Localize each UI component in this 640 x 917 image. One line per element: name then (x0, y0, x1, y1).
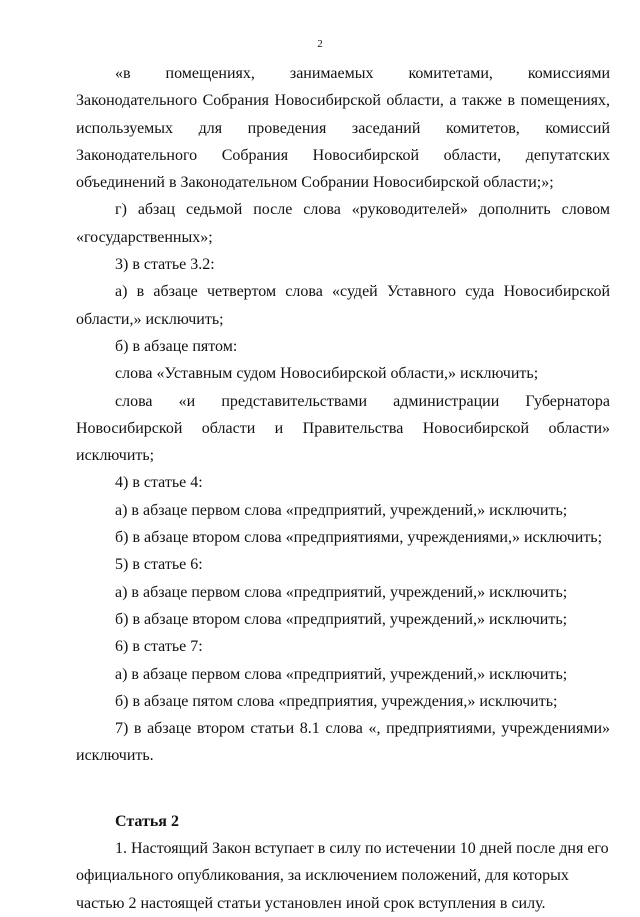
article-heading: Статья 2 (115, 812, 179, 830)
section-spacer (76, 770, 610, 808)
paragraph: а) в абзаце первом слова «предприятий, учреждений,» исключить; (115, 665, 568, 683)
paragraph: г) абзац седьмой после слова «руководителей» дополнить словом «государственных»; (76, 201, 610, 246)
paragraph: б) в абзаце пятом: (115, 337, 238, 355)
page-number: 2 (317, 38, 323, 50)
paragraph: 7) в абзаце втором статьи 8.1 слова «, предприятиями, учреждениями» исключить. (76, 720, 610, 765)
article-paragraph: 1. Настоящий Закон вступает в силу по истечении 10 дней после дня его официального опубликования, за исключением положений, для которых частью 2 настоящей статьи установлен иной срок вступления в силу. (76, 840, 609, 912)
paragraph: б) в абзаце пятом слова «предприятия, учреждения,» исключить; (115, 692, 558, 710)
paragraph: 4) в статье 4: (115, 474, 203, 492)
paragraph: слова «и представительствами администрации Губернатора Новосибирской области и Правительства Новосибирской области» исключить; (76, 392, 610, 465)
paragraph: а) в абзаце первом слова «предприятий, учреждений,» исключить; (115, 583, 568, 601)
paragraph: а) в абзаце первом слова «предприятий, учреждений,» исключить; (115, 501, 568, 519)
paragraph: б) в абзаце втором слова «предприятий, учреждений,» исключить; (115, 610, 568, 628)
paragraph: 6) в статье 7: (115, 638, 203, 656)
paragraph: слова «Уставным судом Новосибирской области,» исключить; (115, 365, 539, 383)
paragraph: 5) в статье 6: (115, 556, 203, 574)
paragraph: а) в абзаце четвертом слова «судей Уставного суда Новосибирской области,» исключить; (76, 283, 610, 328)
paragraph: б) в абзаце втором слова «предприятиями, учреждениями,» исключить; (115, 529, 603, 547)
paragraph: 3) в статье 3.2: (115, 256, 215, 274)
paragraph: «в помещениях, занимаемых комитетами, комиссиями Законодательного Собрания Новосибирской области, а также в помещениях, используемых для проведения заседаний комитетов, комиссий Законодательного Собрания Новосибирской области, депутатских объединений в Законодательном Собрании Новосибирской области;»; (76, 65, 610, 192)
document-body (76, 60, 610, 917)
